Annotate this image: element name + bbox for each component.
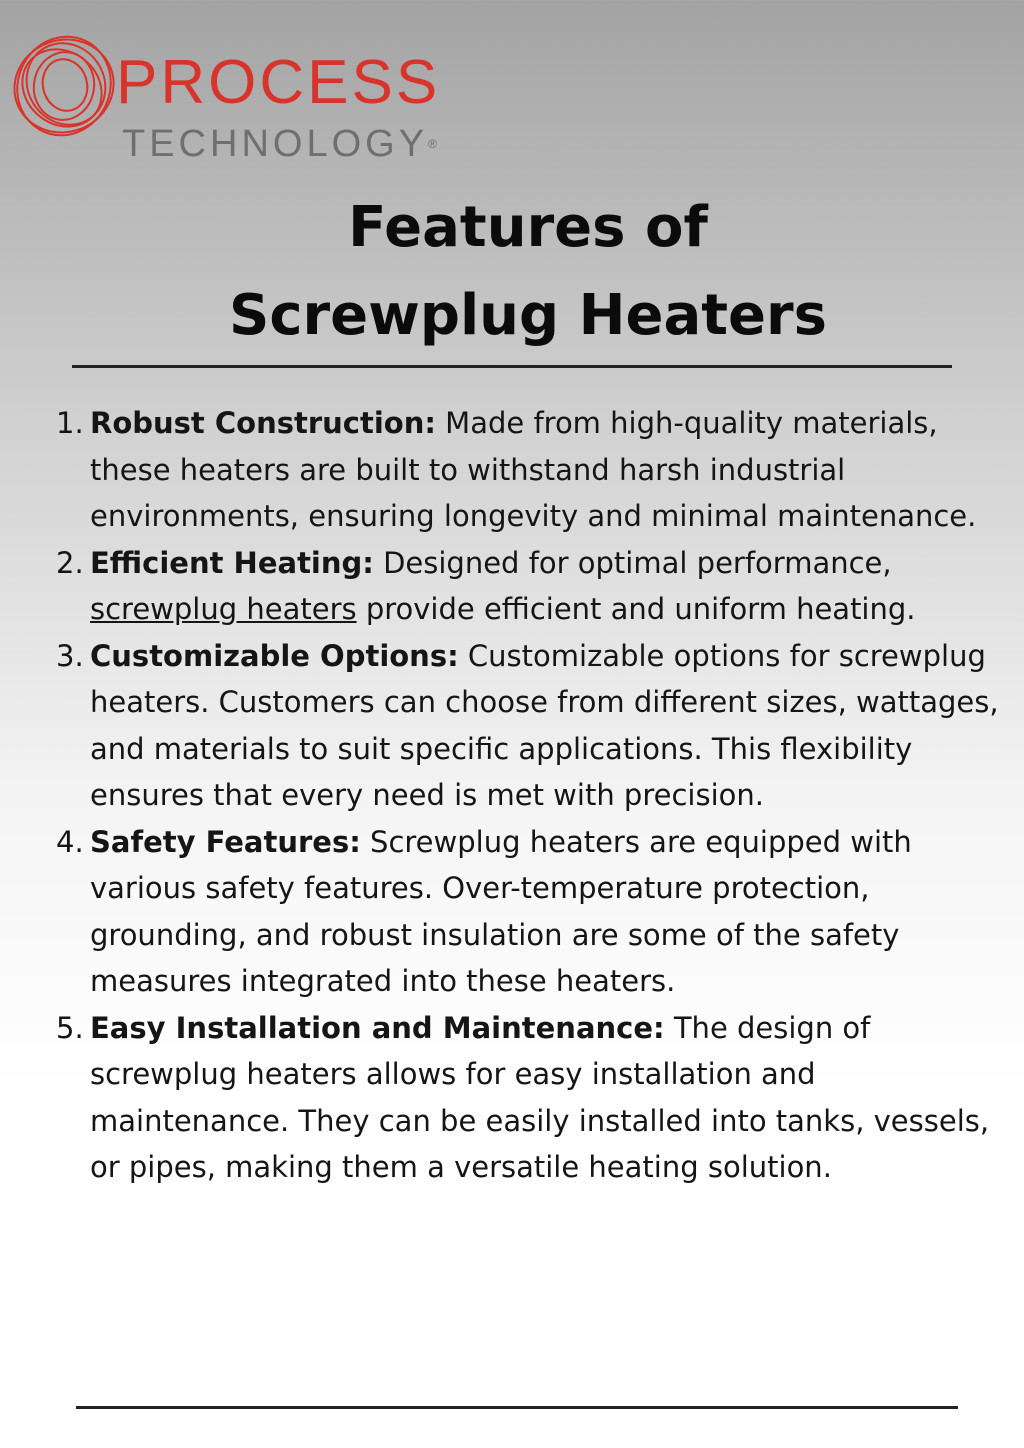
feature-item-safety-features xyxy=(56,819,1006,1005)
feature-item-easy-installation xyxy=(56,1005,1006,1191)
feature-text: The design of screwplug heaters allows for easy installation and maintenance. They can be easily installed into tanks, vessels, or pipes, making them a versatile heating solution. xyxy=(90,1010,990,1184)
features-list xyxy=(56,400,1006,1191)
feature-label: Easy Installation and Maintenance: xyxy=(90,1010,665,1045)
feature-number: 5. xyxy=(56,1010,84,1045)
feature-number: 3. xyxy=(56,638,84,673)
bottom-divider xyxy=(76,1406,958,1409)
feature-item-customizable-options xyxy=(56,633,1006,819)
feature-number: 4. xyxy=(56,824,84,859)
concentric-circles-logo-icon xyxy=(8,30,120,142)
feature-text: Made from high-quality materials, these heaters are built to withstand harsh industrial environments, ensuring longevity and minimal maintenance. xyxy=(90,406,977,533)
feature-number: 1. xyxy=(56,406,84,440)
feature-label: Efficient Heating: xyxy=(90,545,374,580)
process-technology-logo xyxy=(8,30,478,165)
feature-text: Screwplug heaters are equipped with various safety features. Over-temperature protection, grounding, and robust insulation are some of the safety measures integrated into these heaters. xyxy=(90,824,912,998)
feature-label: Customizable Options: xyxy=(90,638,459,673)
feature-item-efficient-heating xyxy=(56,540,1006,633)
page-title-line-1: Features of xyxy=(348,195,708,260)
top-divider xyxy=(72,365,952,368)
feature-number: 2. xyxy=(56,545,84,580)
page-title-line-2: Screwplug Heaters xyxy=(229,283,827,348)
feature-text: Designed for optimal performance, xyxy=(373,545,892,580)
logo-wordmark-technology: TECHNOLOGY® xyxy=(122,123,437,165)
logo-wordmark-process: PROCESS xyxy=(116,48,441,117)
feature-label: Robust Construction: xyxy=(90,406,436,440)
screwplug-heaters-link[interactable]: screwplug heaters xyxy=(90,592,357,626)
feature-item-robust-construction xyxy=(56,400,1006,540)
feature-text-continued: provide efficient and uniform heating. xyxy=(356,592,916,626)
page-title xyxy=(0,184,1024,360)
feature-text: Customizable options for screwplug heaters. Customers can choose from different sizes, wattages, and materials to suit specific applications. This flexibility ensures that every need is met with precision. xyxy=(90,638,999,812)
feature-label: Safety Features: xyxy=(90,824,361,859)
